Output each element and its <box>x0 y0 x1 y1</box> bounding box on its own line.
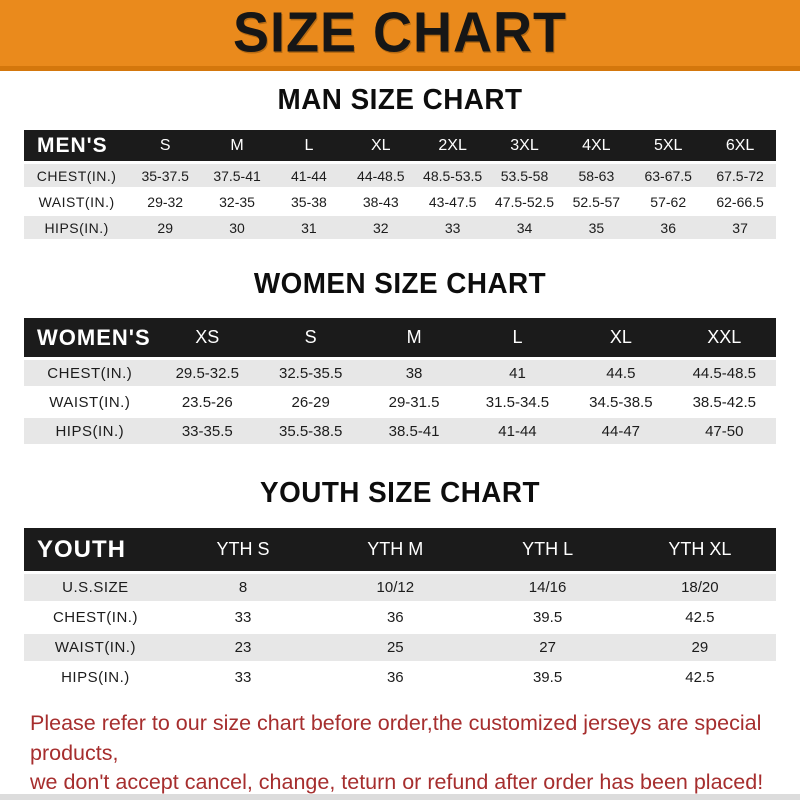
size-cell: 31 <box>273 216 345 239</box>
size-cell: 57-62 <box>632 190 704 213</box>
size-cell: 41-44 <box>273 164 345 187</box>
size-cell: 29-31.5 <box>362 389 465 415</box>
size-cell: 35-38 <box>273 190 345 213</box>
size-cell: 53.5-58 <box>489 164 561 187</box>
size-cell: 31.5-34.5 <box>466 389 569 415</box>
table-row <box>24 360 776 386</box>
size-cell: 58-63 <box>560 164 632 187</box>
column-header: XXL <box>673 318 776 357</box>
row-label: HIPS(IN.) <box>24 418 156 444</box>
table-row <box>24 664 776 691</box>
table-row <box>24 574 776 601</box>
size-cell: 63-67.5 <box>632 164 704 187</box>
men-size-table <box>24 127 776 242</box>
column-header: 2XL <box>417 130 489 161</box>
size-cell: 14/16 <box>471 574 623 601</box>
size-cell: 32 <box>345 216 417 239</box>
size-cell: 23 <box>167 634 319 661</box>
column-header: S <box>129 130 201 161</box>
column-header: XS <box>156 318 259 357</box>
column-header: XL <box>569 318 672 357</box>
size-cell: 38.5-41 <box>362 418 465 444</box>
size-cell: 26-29 <box>259 389 362 415</box>
table-row <box>24 164 776 187</box>
notice-line-1: Please refer to our size chart before order,the customized jerseys are special products, <box>30 711 762 765</box>
size-cell: 25 <box>319 634 471 661</box>
row-label: U.S.SIZE <box>24 574 167 601</box>
size-cell: 33 <box>417 216 489 239</box>
size-cell: 44.5 <box>569 360 672 386</box>
size-cell: 35 <box>560 216 632 239</box>
men-header-label: MEN'S <box>24 130 129 161</box>
size-cell: 30 <box>201 216 273 239</box>
notice-line-2: we don't accept cancel, change, teturn or refund after order has been placed! <box>30 770 764 795</box>
row-label: HIPS(IN.) <box>24 216 129 239</box>
size-cell: 29 <box>129 216 201 239</box>
size-cell: 42.5 <box>624 664 776 691</box>
size-cell: 42.5 <box>624 604 776 631</box>
size-cell: 41-44 <box>466 418 569 444</box>
youth-header-row <box>24 528 776 571</box>
men-section <box>0 84 800 242</box>
men-header-row <box>24 130 776 161</box>
size-cell: 44-48.5 <box>345 164 417 187</box>
size-cell: 36 <box>319 604 471 631</box>
table-row <box>24 604 776 631</box>
bottom-strip <box>0 794 800 800</box>
size-cell: 36 <box>319 664 471 691</box>
column-header: 3XL <box>489 130 561 161</box>
column-header: YTH S <box>167 528 319 571</box>
row-label: WAIST(IN.) <box>24 389 156 415</box>
table-row <box>24 190 776 213</box>
women-section-title: WOMEN SIZE CHART <box>253 268 547 300</box>
size-cell: 41 <box>466 360 569 386</box>
footer-notice <box>0 709 800 798</box>
size-cell: 37 <box>704 216 776 239</box>
youth-header-label: YOUTH <box>24 528 167 571</box>
size-cell: 44-47 <box>569 418 672 444</box>
size-cell: 29 <box>624 634 776 661</box>
size-cell: 39.5 <box>471 604 623 631</box>
size-cell: 44.5-48.5 <box>673 360 776 386</box>
column-header: 6XL <box>704 130 776 161</box>
size-cell: 35.5-38.5 <box>259 418 362 444</box>
size-cell: 35-37.5 <box>129 164 201 187</box>
size-cell: 34.5-38.5 <box>569 389 672 415</box>
size-cell: 32-35 <box>201 190 273 213</box>
women-size-table <box>24 315 776 447</box>
column-header: M <box>201 130 273 161</box>
size-cell: 29.5-32.5 <box>156 360 259 386</box>
size-cell: 33 <box>167 664 319 691</box>
size-cell: 33 <box>167 604 319 631</box>
size-cell: 29-32 <box>129 190 201 213</box>
size-cell: 36 <box>632 216 704 239</box>
column-header: YTH XL <box>624 528 776 571</box>
banner-title: SIZE CHART <box>233 1 567 65</box>
row-label: WAIST(IN.) <box>24 634 167 661</box>
size-cell: 23.5-26 <box>156 389 259 415</box>
size-cell: 52.5-57 <box>560 190 632 213</box>
size-cell: 27 <box>471 634 623 661</box>
column-header: YTH M <box>319 528 471 571</box>
banner <box>0 0 800 71</box>
size-cell: 43-47.5 <box>417 190 489 213</box>
column-header: M <box>362 318 465 357</box>
size-cell: 62-66.5 <box>704 190 776 213</box>
size-cell: 34 <box>489 216 561 239</box>
row-label: WAIST(IN.) <box>24 190 129 213</box>
size-cell: 38 <box>362 360 465 386</box>
table-row <box>24 216 776 239</box>
column-header: YTH L <box>471 528 623 571</box>
table-row <box>24 634 776 661</box>
column-header: L <box>466 318 569 357</box>
size-cell: 48.5-53.5 <box>417 164 489 187</box>
youth-size-table <box>24 525 776 694</box>
size-cell: 38-43 <box>345 190 417 213</box>
size-cell: 32.5-35.5 <box>259 360 362 386</box>
row-label: HIPS(IN.) <box>24 664 167 691</box>
size-cell: 8 <box>167 574 319 601</box>
size-cell: 10/12 <box>319 574 471 601</box>
youth-section <box>0 477 800 694</box>
youth-section-title: YOUTH SIZE CHART <box>260 477 540 509</box>
table-row <box>24 389 776 415</box>
size-cell: 47.5-52.5 <box>489 190 561 213</box>
size-cell: 39.5 <box>471 664 623 691</box>
size-cell: 18/20 <box>624 574 776 601</box>
size-cell: 33-35.5 <box>156 418 259 444</box>
women-header-row <box>24 318 776 357</box>
women-section <box>0 268 800 447</box>
row-label: CHEST(IN.) <box>24 164 129 187</box>
column-header: L <box>273 130 345 161</box>
column-header: 4XL <box>560 130 632 161</box>
size-cell: 37.5-41 <box>201 164 273 187</box>
table-row <box>24 418 776 444</box>
row-label: CHEST(IN.) <box>24 604 167 631</box>
row-label: CHEST(IN.) <box>24 360 156 386</box>
column-header: XL <box>345 130 417 161</box>
men-section-title: MAN SIZE CHART <box>277 84 523 116</box>
column-header: S <box>259 318 362 357</box>
size-cell: 47-50 <box>673 418 776 444</box>
women-header-label: WOMEN'S <box>24 318 156 357</box>
size-cell: 38.5-42.5 <box>673 389 776 415</box>
column-header: 5XL <box>632 130 704 161</box>
size-cell: 67.5-72 <box>704 164 776 187</box>
